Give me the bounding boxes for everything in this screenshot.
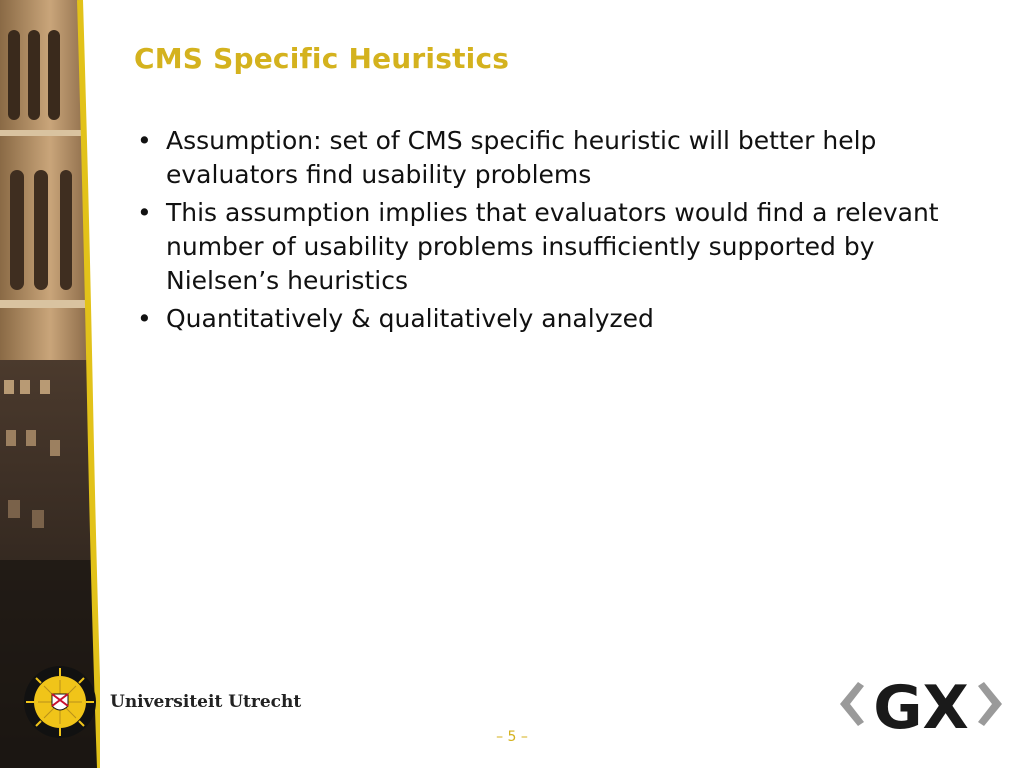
bullet-item — [134, 124, 994, 192]
bullet-text: Quantitatively & qualitatively analyzed — [166, 304, 654, 333]
dom-tower-photo — [0, 0, 100, 768]
bullet-item — [134, 302, 994, 336]
gx-logo-text: GX — [873, 673, 969, 736]
bullet-dot: • — [137, 198, 152, 227]
bullet-list — [134, 124, 994, 340]
gx-logo — [836, 672, 1006, 736]
university-name: Universiteit Utrecht — [110, 692, 302, 712]
bullet-text: This assumption implies that evaluators would find a relevant number of usability problems insufficiently supported by Nielsen’s heuristics — [166, 198, 939, 295]
bullet-dot: • — [137, 304, 152, 333]
slide-title: CMS Specific Heuristics — [134, 42, 510, 75]
page-number: – 5 – — [496, 729, 528, 745]
bullet-item — [134, 196, 994, 298]
bullet-dot: • — [137, 126, 152, 155]
bullet-text: Assumption: set of CMS specific heuristic will better help evaluators find usability problems — [166, 126, 877, 189]
